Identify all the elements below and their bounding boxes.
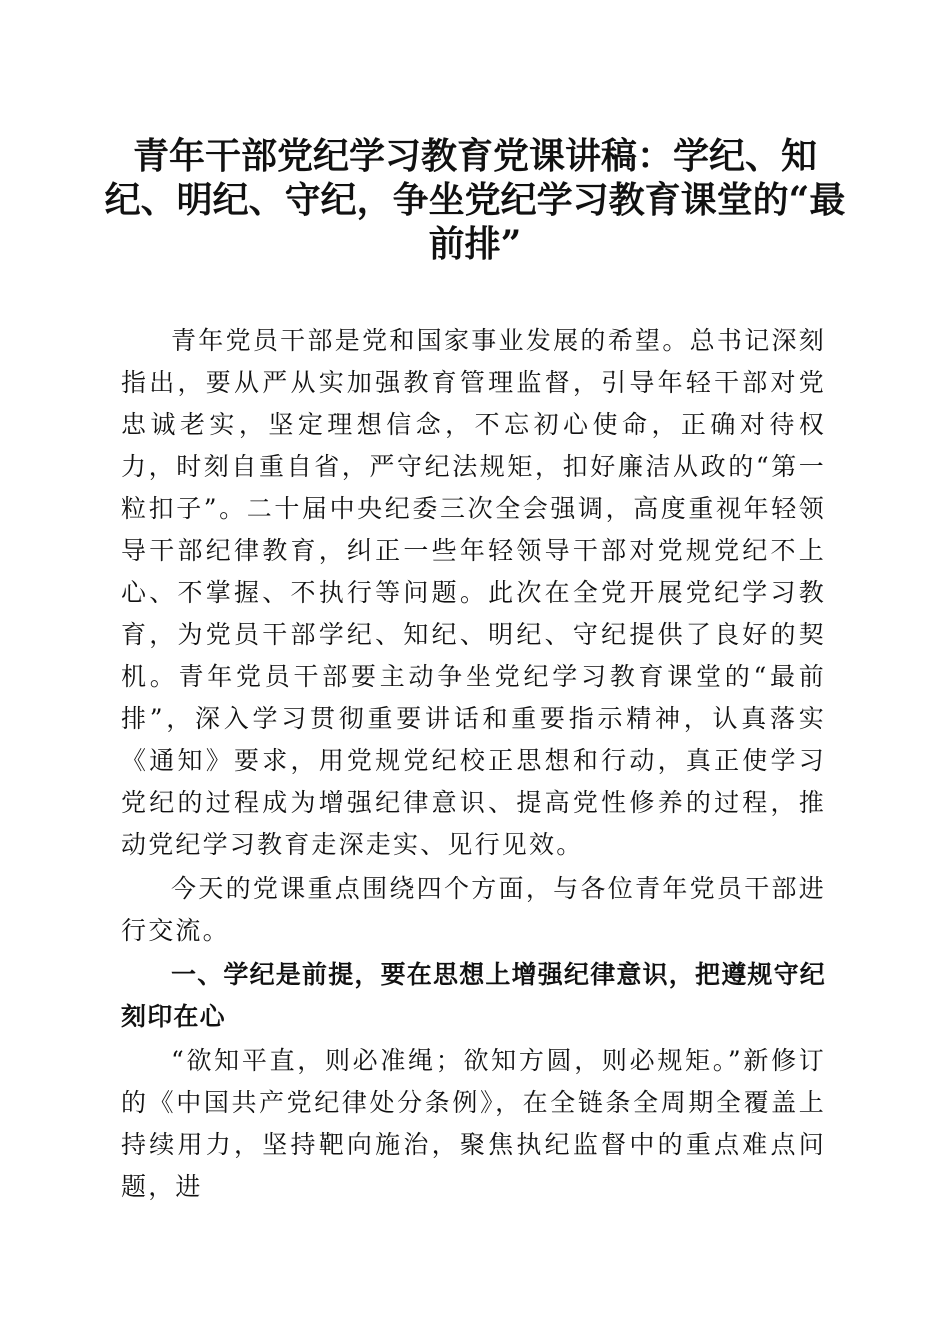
overview-paragraph: 今天的党课重点围绕四个方面，与各位青年党员干部进行交流。 [121, 874, 826, 945]
document-body [121, 320, 826, 1208]
document-title: 青年干部党纪学习教育党课讲稿：学纪、知纪、明纪、守纪，争坐党纪学习教育课堂的“最前排” [104, 135, 846, 265]
section-heading: 一、学纪是前提，要在思想上增强纪律意识，把遵规守纪刻印在心 [121, 960, 827, 1031]
intro-paragraph: 青年党员干部是党和国家事业发展的希望。总书记深刻指出，要从严从实加强教育管理监督，引导年轻干部对党忠诚老实，坚定理想信念，不忘初心使命，正确对待权力，时刻自重自省，严守纪法规矩，扣好廉洁从政的“第一粒扣子”。二十届中央纪委三次全会强调，高度重视年轻领导干部纪律教育，纠正一些年轻领导干部对党规党纪不上心、不掌握、不执行等问题。此次在全党开展党纪学习教育，为党员干部学纪、知纪、明纪、守纪提供了良好的契机。青年党员干部要主动争坐党纪学习教育课堂的“最前排”，深入学习贯彻重要讲话和重要指示精神，认真落实《通知》要求，用党规党纪校正思想和行动，真正使学习党纪的过程成为增强纪律意识、提高党性修养的过程，推动党纪学习教育走深走实、见行见效。 [121, 326, 826, 859]
section-paragraph: “欲知平直，则必准绳；欲知方圆，则必规矩。”新修订的《中国共产党纪律处分条例》，在全链条全周期全覆盖上持续用力，坚持靶向施治，聚焦执纪监督中的重点难点问题，进 [121, 1046, 826, 1201]
